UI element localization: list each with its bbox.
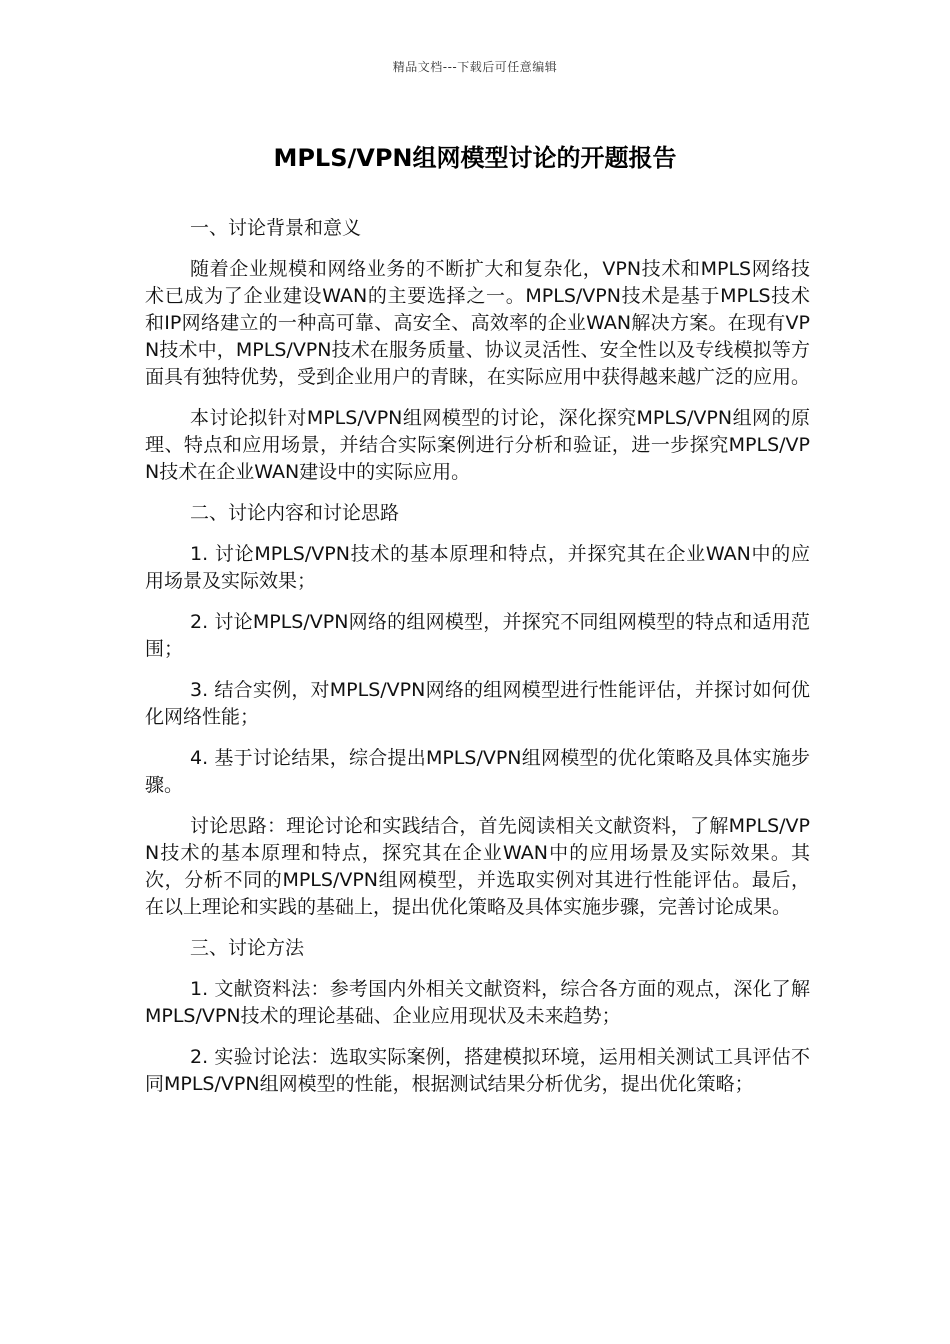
document-title: MPLS/VPN组网模型讨论的开题报告: [273, 144, 677, 172]
list-item-content-1: 1. 讨论MPLS/VPN技术的基本原理和特点，并探究其在企业WAN中的应用场景及实际效果；: [145, 543, 810, 592]
paragraph-purpose: 本讨论拟针对MPLS/VPN组网模型的讨论，深化探究MPLS/VPN组网的原理、特点和应用场景，并结合实际案例进行分析和验证，进一步探究MPLS/VPN技术在企业WAN建设中的实际应用。: [145, 407, 810, 483]
list-item-content-3: 3. 结合实例，对MPLS/VPN网络的组网模型进行性能评估，并探讨如何优化网络性能；: [145, 679, 810, 728]
paragraph-background: 随着企业规模和网络业务的不断扩大和复杂化，VPN技术和MPLS网络技术已成为了企业建设WAN的主要选择之一。MPLS/VPN技术是基于MPLS技术和IP网络建立的一种高可靠、高安全、高效率的企业WAN解决方案。在现有VPN技术中，MPLS/VPN技术在服务质量、协议灵活性、安全性以及专线模拟等方面具有独特优势，受到企业用户的青睐，在实际应用中获得越来越广泛的应用。: [145, 258, 811, 388]
section-heading-methods: 三、讨论方法: [190, 937, 305, 959]
list-item-method-2: 2. 实验讨论法：选取实际案例，搭建模拟环境，运用相关测试工具评估不同MPLS/VPN组网模型的性能，根据测试结果分析优劣，提出优化策略；: [145, 1046, 810, 1095]
list-item-content-4: 4. 基于讨论结果，综合提出MPLS/VPN组网模型的优化策略及具体实施步骤。: [145, 747, 810, 796]
section-heading-content: 二、讨论内容和讨论思路: [190, 502, 400, 524]
paragraph-research-approach: 讨论思路：理论讨论和实践结合，首先阅读相关文献资料，了解MPLS/VPN技术的基本原理和特点，探究其在企业WAN中的应用场景及实际效果。其次，分析不同的MPLS/VPN组网模型，并选取实例对其进行性能评估。最后，在以上理论和实践的基础上，提出优化策略及具体实施步骤，完善讨论成果。: [145, 815, 810, 918]
list-item-content-2: 2. 讨论MPLS/VPN网络的组网模型，并探究不同组网模型的特点和适用范围；: [145, 611, 810, 660]
document-body: [145, 215, 810, 1112]
section-heading-background: 一、讨论背景和意义: [190, 217, 362, 239]
list-item-method-1: 1. 文献资料法：参考国内外相关文献资料，综合各方面的观点，深化了解MPLS/VPN技术的理论基础、企业应用现状及未来趋势；: [145, 978, 810, 1027]
page-header-watermark: 精品文档---下载后可任意编辑: [392, 60, 558, 74]
